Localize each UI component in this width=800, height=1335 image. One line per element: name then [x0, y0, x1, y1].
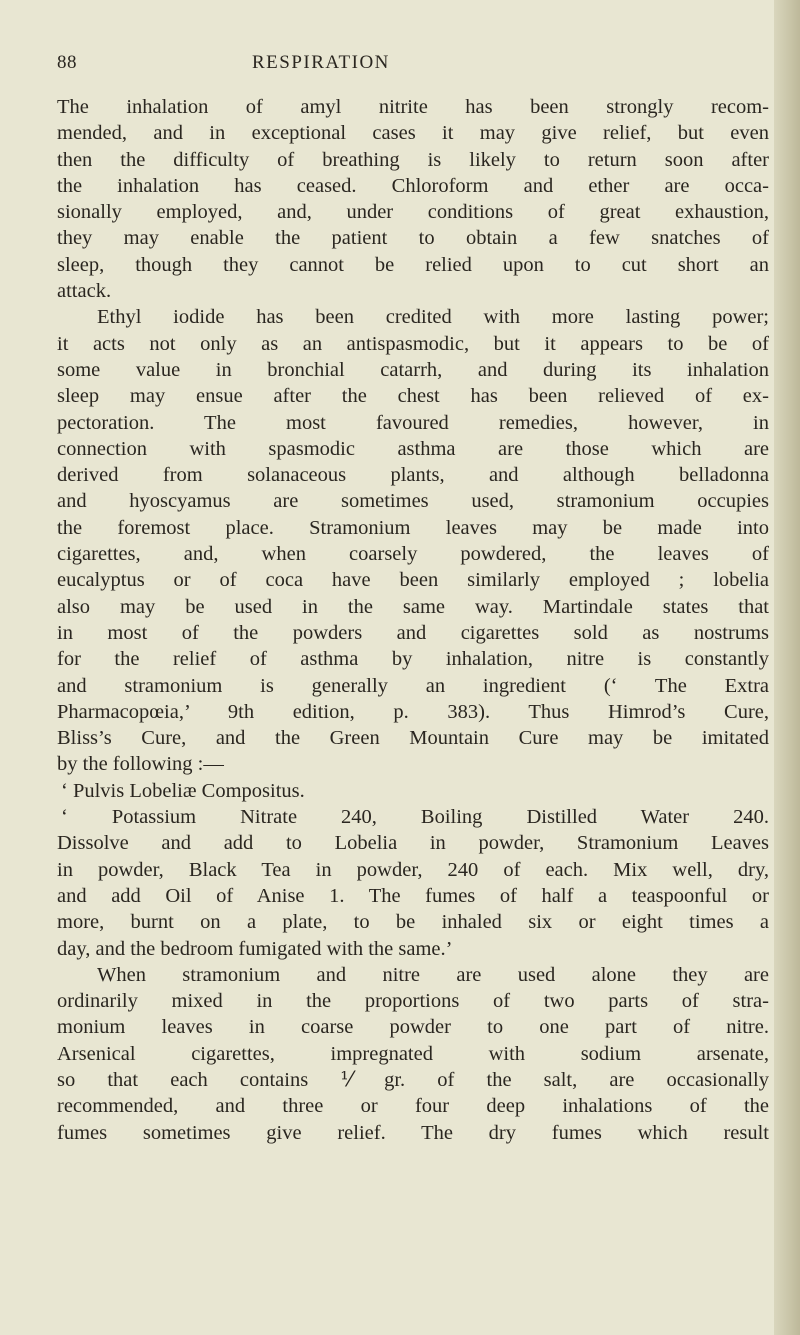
text-line: sleep may ensue after the chest has been relieved of ex- [57, 385, 769, 408]
text-line: cigarettes, and, when coarsely powdered, the leaves of [57, 543, 769, 566]
text-line: the foremost place. Stramonium leaves may be made into [57, 516, 769, 539]
text-line: sleep, though they cannot be relied upon to cut short an [57, 253, 769, 276]
text-line: mended, and in exceptional cases it may give relief, but even [57, 122, 769, 145]
text-line: derived from solanaceous plants, and although belladonna [57, 464, 769, 487]
text-line: Arsenical cigarettes, impregnated with sodium arsenate, [57, 1042, 769, 1065]
text-line: fumes sometimes give relief. The dry fumes which result [57, 1121, 769, 1144]
text-line: monium leaves in coarse powder to one part of nitre. [57, 1016, 769, 1039]
text-line: pectoration. The most favoured remedies, however, in [57, 411, 769, 434]
text-line: in powder, Black Tea in powder, 240 of each. Mix well, dry, [57, 858, 769, 881]
text-line: they may enable the patient to obtain a few snatches of [57, 227, 769, 250]
text-line: Bliss’s Cure, and the Green Mountain Cure may be imitated [57, 727, 769, 750]
text-line: by the following :— [57, 753, 224, 776]
text-line: it acts not only as an antispasmodic, but it appears to be of [57, 332, 769, 355]
page-header [0, 52, 800, 80]
text-line: attack. [57, 280, 112, 303]
text-line: and add Oil of Anise 1. The fumes of half a teaspoonful or [57, 884, 769, 907]
text-line: and stramonium is generally an ingredient (‘ The Extra [57, 674, 769, 697]
text-line: Ethyl iodide has been credited with more lasting power; [97, 306, 769, 329]
text-line: recommended, and three or four deep inhalations of the [57, 1095, 769, 1118]
text-line: sionally employed, and, under conditions of great exhaustion, [57, 201, 769, 224]
text-line: in most of the powders and cigarettes sold as nostrums [57, 621, 769, 644]
text-line: Dissolve and add to Lobelia in powder, Stramonium Leaves [57, 832, 769, 855]
text-line: some value in bronchial catarrh, and during its inhalation [57, 358, 769, 381]
text-line: also may be used in the same way. Martindale states that [57, 595, 769, 618]
text-line: for the relief of asthma by inhalation, nitre is constantly [57, 648, 769, 671]
text-line: and hyoscyamus are sometimes used, stramonium occupies [57, 490, 769, 513]
text-line: When stramonium and nitre are used alone they are [97, 963, 769, 986]
text-line: connection with spasmodic asthma are those which are [57, 437, 769, 460]
text-line: day, and the bedroom fumigated with the same.’ [57, 937, 453, 960]
text-line: eucalyptus or of coca have been similarly employed ; lobelia [57, 569, 769, 592]
text-line: more, burnt on a plate, to be inhaled six or eight times a [57, 911, 769, 934]
text-line: Pharmacopœia,’ 9th edition, p. 383). Thus Himrod’s Cure, [57, 700, 769, 723]
quote-heading: ‘ Pulvis Lobeliæ Compositus. [61, 779, 305, 802]
text-line: The inhalation of amyl nitrite has been strongly recom- [57, 96, 769, 118]
text-line: then the difficulty of breathing is likely to return soon after [57, 148, 769, 171]
text-line: so that each contains ⅟ gr. of the salt, are occasionally [57, 1068, 769, 1091]
page-number: 88 [57, 52, 77, 73]
page-edge-shadow [774, 0, 800, 1335]
running-head: RESPIRATION [252, 52, 390, 73]
body-text [57, 94, 769, 1146]
text-line: ordinarily mixed in the proportions of two parts of stra- [57, 990, 769, 1013]
text-line: ‘ Potassium Nitrate 240, Boiling Distilled Water 240. [61, 806, 769, 829]
text-line: the inhalation has ceased. Chloroform and ether are occa- [57, 174, 769, 197]
